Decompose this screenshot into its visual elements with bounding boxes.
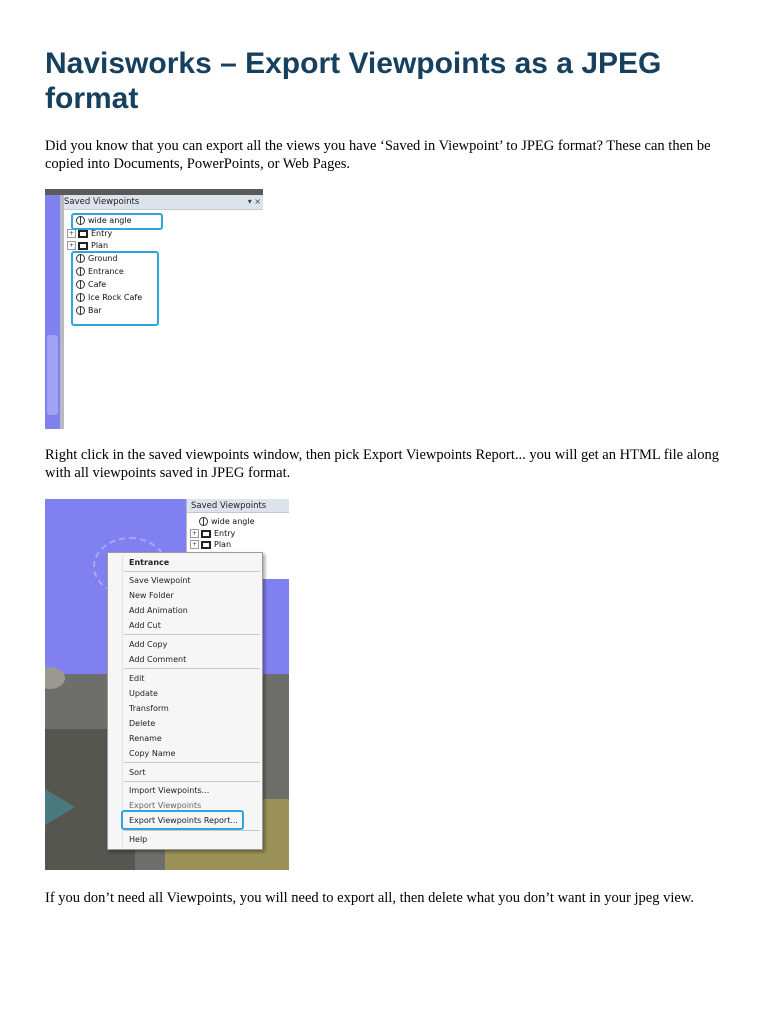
menu-item-add-animation[interactable]: Add Animation: [129, 606, 188, 615]
panel-title: Saved Viewpoints: [187, 499, 289, 513]
menu-item-add-copy[interactable]: Add Copy: [129, 640, 168, 649]
tree-item-label: Plan: [91, 241, 109, 250]
saved-viewpoints-screenshot: [45, 189, 263, 429]
tree-line: [190, 518, 197, 525]
menu-separator: [124, 668, 260, 669]
panel-controls[interactable]: ▾ ×: [247, 197, 261, 206]
context-menu-screenshot: [45, 499, 289, 870]
menu-item-delete[interactable]: Delete: [129, 719, 156, 728]
tree-item-label: Plan: [214, 540, 232, 549]
folder-icon: [201, 530, 211, 538]
tree-item-label: wide angle: [88, 216, 132, 225]
intro-paragraph: Did you know that you can export all the views you have ‘Saved in Viewpoint’ to JPEG format? These can then be copied into Documents, PowerPoints, or Web Pages.: [45, 138, 711, 172]
tree-item-label: Cafe: [88, 280, 107, 289]
article-title: Navisworks – Export Viewpoints as a JPEG format: [45, 47, 662, 115]
folder-icon: [78, 230, 88, 238]
menu-item-export-viewpoints[interactable]: Export Viewpoints: [129, 801, 202, 810]
closing-paragraph: If you don’t need all Viewpoints, you will need to export all, then delete what you don’t want in your jpeg view.: [45, 890, 694, 906]
tree-item-label: Bar: [88, 306, 102, 315]
menu-separator: [124, 762, 260, 763]
highlight-box-export-report: [121, 810, 244, 830]
folder-icon: [201, 541, 211, 549]
panel-title: Saved Viewpoints: [64, 197, 140, 207]
menu-item-sort[interactable]: Sort: [129, 768, 146, 777]
highlight-box-wide-angle: [71, 213, 163, 230]
tree-item-label: Entry: [91, 229, 113, 238]
menu-separator: [124, 830, 260, 831]
panel-header: [64, 195, 263, 210]
menu-item-update[interactable]: Update: [129, 689, 158, 698]
tree-item-wide-angle[interactable]: [190, 516, 255, 528]
menu-item-save-viewpoint[interactable]: Save Viewpoint: [129, 576, 191, 585]
menu-item-import-viewpoints[interactable]: Import Viewpoints...: [129, 786, 210, 795]
expand-icon[interactable]: +: [68, 230, 75, 237]
viewpoint-icon: [199, 517, 208, 526]
folder-icon: [78, 242, 88, 250]
tree-item-plan[interactable]: [190, 539, 231, 551]
scene-object: [45, 789, 75, 825]
context-menu: [107, 552, 263, 850]
tree-item-label: Entry: [214, 529, 236, 538]
tree-item-label: Ice Rock Cafe: [88, 293, 143, 302]
menu-separator: [124, 571, 260, 572]
menu-separator: [124, 634, 260, 635]
expand-icon[interactable]: +: [191, 530, 198, 537]
menu-header-entrance: Entrance: [129, 558, 170, 567]
expand-icon[interactable]: +: [68, 242, 75, 249]
tree-item-label: wide angle: [211, 517, 255, 526]
highlight-box-viewpoints: [71, 251, 159, 326]
expand-icon[interactable]: +: [191, 541, 198, 548]
menu-item-copy-name[interactable]: Copy Name: [129, 749, 176, 758]
menu-item-add-cut[interactable]: Add Cut: [129, 621, 161, 630]
menu-item-edit[interactable]: Edit: [129, 674, 145, 683]
tree-item-label: Entrance: [88, 267, 124, 276]
menu-gutter: [122, 555, 123, 847]
menu-separator: [124, 781, 260, 782]
menu-item-transform[interactable]: Transform: [129, 704, 169, 713]
menu-item-new-folder[interactable]: New Folder: [129, 591, 174, 600]
viewport-strip: [45, 195, 60, 429]
instruction-paragraph: Right click in the saved viewpoints window, then pick Export Viewpoints Report... you will get an HTML file along with all viewpoints saved in JPEG format.: [45, 447, 719, 481]
menu-item-help[interactable]: Help: [129, 835, 148, 844]
menu-item-export-viewpoints-report[interactable]: Export Viewpoints Report...: [129, 816, 238, 825]
menu-item-rename[interactable]: Rename: [129, 734, 162, 743]
menu-item-add-comment[interactable]: Add Comment: [129, 655, 187, 664]
tree-item-label: Ground: [88, 254, 118, 263]
saved-viewpoints-panel: [64, 195, 263, 429]
